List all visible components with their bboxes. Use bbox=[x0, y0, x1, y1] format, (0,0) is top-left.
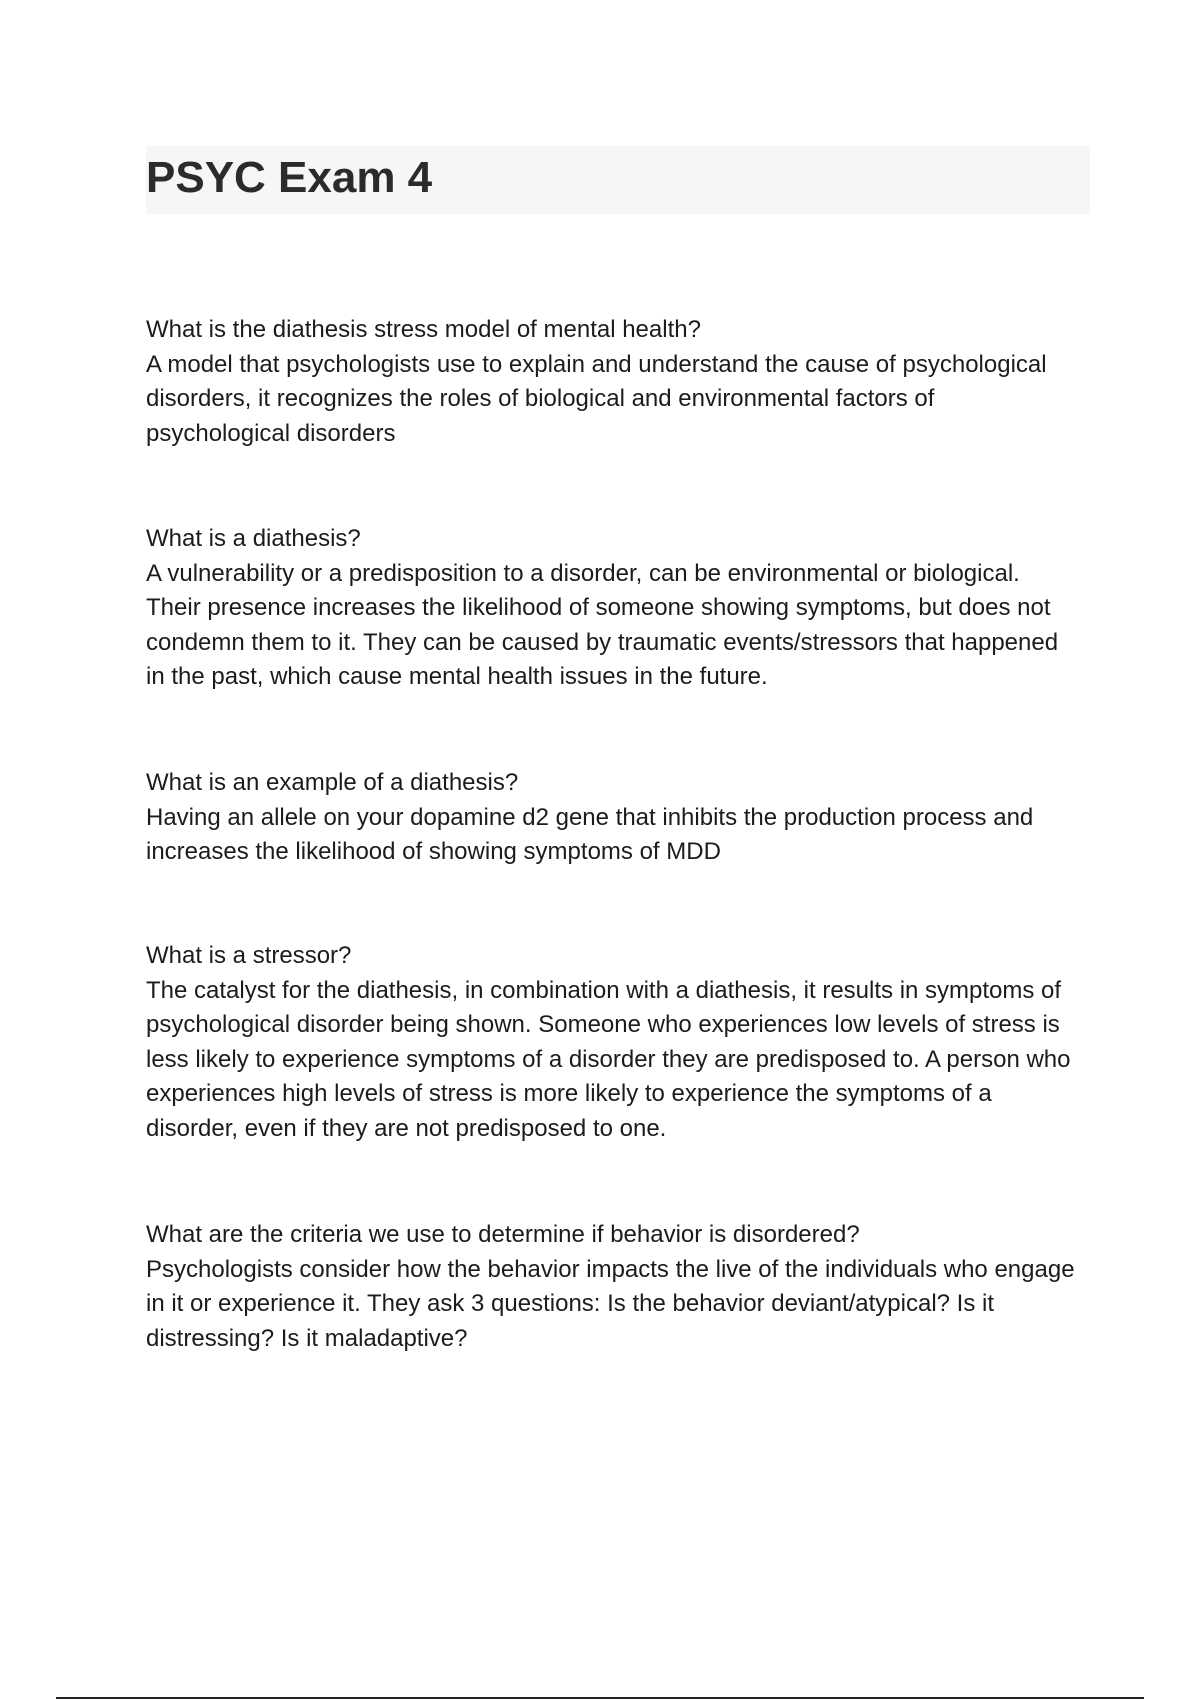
title-banner bbox=[146, 146, 1090, 214]
answer-text: A model that psychologists use to explain and understand the cause of psychological disorders, it recognizes the roles of biological and environmental factors of psychological disorders bbox=[146, 350, 1047, 447]
question-text: What is a stressor? bbox=[146, 942, 352, 969]
question-text: What is the diathesis stress model of mental health? bbox=[146, 316, 701, 343]
answer-text: The catalyst for the diathesis, in combination with a diathesis, it results in symptoms of psychological disorder being shown. Someone who experiences low levels of stress is less likely to experience symptoms of a disorder they are predisposed to. A person who experiences high levels of stress is more likely to experience the symptoms of a disorder, even if they are not predisposed to one. bbox=[146, 976, 1071, 1142]
bottom-divider bbox=[56, 1697, 1144, 1699]
qa-item bbox=[146, 313, 1076, 451]
answer-text: A vulnerability or a predisposition to a disorder, can be environmental or biological. Their presence increases the likelihood of someone showing symptoms, but does not condemn them to it. They can be caused by traumatic events/stressors that happened in the past, which cause mental health issues in the future. bbox=[146, 559, 1059, 690]
question-text: What is a diathesis? bbox=[146, 525, 361, 552]
answer-text: Psychologists consider how the behavior impacts the live of the individuals who engage in it or experience it. They ask 3 questions: Is the behavior deviant/atypical? Is it distressing? Is it maladaptive? bbox=[146, 1255, 1075, 1352]
page-title: PSYC Exam 4 bbox=[146, 153, 433, 202]
qa-item bbox=[146, 766, 1076, 870]
question-text: What is an example of a diathesis? bbox=[146, 769, 519, 796]
question-text: What are the criteria we use to determine if behavior is disordered? bbox=[146, 1221, 860, 1248]
qa-item bbox=[146, 522, 1076, 695]
answer-text: Having an allele on your dopamine d2 gene that inhibits the production process and increases the likelihood of showing symptoms of MDD bbox=[146, 803, 1034, 865]
qa-item bbox=[146, 939, 1076, 1146]
qa-item bbox=[146, 1218, 1076, 1356]
